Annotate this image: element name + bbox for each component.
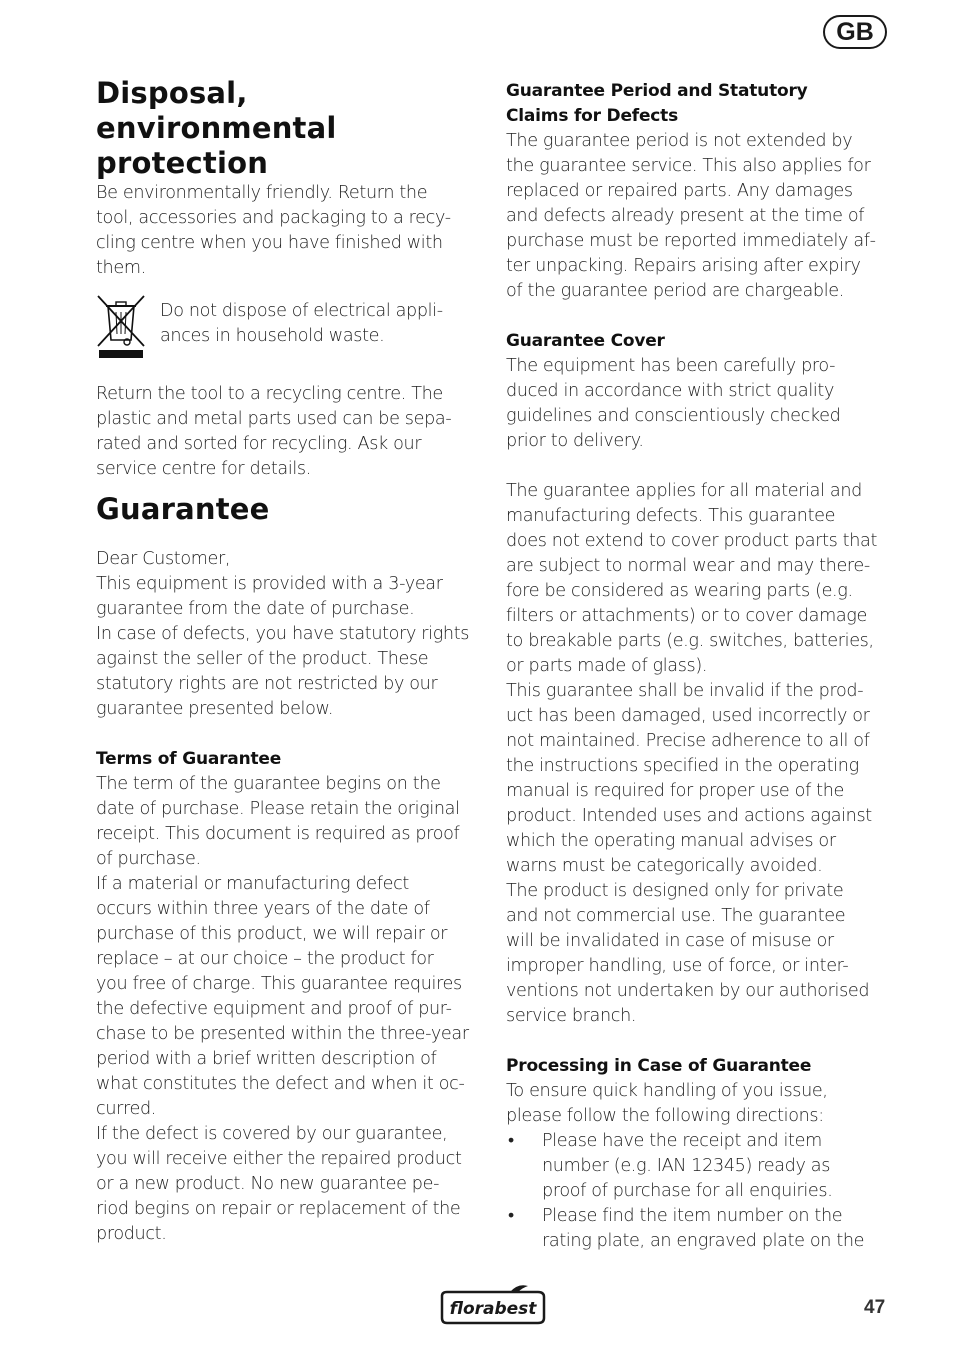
page-number: 47 bbox=[864, 1297, 886, 1318]
guarantee-heading: Guarantee bbox=[96, 492, 270, 526]
cover-heading: Guarantee Cover bbox=[506, 331, 665, 351]
terms-paragraph: The term of the guarantee begins on the date of purchase. Please retain the original receipt. This document is required as proof of purchase. If a material or manufacturing defect occurs within three years of the date of purchase of this product, we will repair or replace – at our choice – the product for you free of charge. This guarantee requires the defective equipment and proof of pur- chase to be presented within the three-year period with a brief written description of what constitutes the defect and when it oc- curred. If the defect is covered by our guarantee, you will receive either the repaired product or a new product. No new guarantee pe- riod begins on repair or replacement of the product. bbox=[96, 774, 469, 1244]
weee-text: Do not dispose of electrical appli- ances in household waste. bbox=[160, 301, 443, 346]
cover-paragraph-1: The equipment has been carefully pro- duced in accordance with strict quality guidelines and conscientiously checked prior to delivery. bbox=[506, 356, 841, 451]
language-badge: GB bbox=[823, 15, 887, 49]
svg-text:florabest: florabest bbox=[449, 1299, 537, 1319]
disposal-heading: Disposal, environmental protection bbox=[96, 76, 337, 180]
crossed-bin-icon bbox=[96, 294, 146, 360]
processing-heading: Processing in Case of Guarantee bbox=[506, 1056, 812, 1076]
weee-notice bbox=[96, 294, 488, 369]
bullet-dot: • bbox=[508, 1206, 514, 1226]
period-paragraph: The guarantee period is not extended by the guarantee service. This also applies for replaced or repaired parts. Any damages and defects already present at the time of purchase must be reported immediately af- ter unpacking. Repairs arising after expiry of the guarantee period are chargeable. bbox=[506, 131, 876, 301]
list-item: • Please have the receipt and item number (e.g. IAN 12345) ready as proof of purchase for all enquiries. bbox=[508, 1131, 833, 1201]
list-item: • Please find the item number on the rating plate, an engraved plate on the bbox=[508, 1206, 865, 1251]
right-column bbox=[506, 79, 894, 1254]
disposal-paragraph: Be environmentally friendly. Return the tool, accessories and packaging to a recy- cling centre when you have finished with them. bbox=[96, 183, 451, 278]
terms-heading: Terms of Guarantee bbox=[96, 749, 282, 769]
bullet-dot: • bbox=[508, 1131, 514, 1151]
period-heading: Guarantee Period and Statutory Claims for Defects bbox=[506, 81, 808, 126]
processing-intro: To ensure quick handling of you issue, please follow the following directions: bbox=[506, 1081, 828, 1126]
left-column bbox=[96, 76, 488, 1247]
florabest-logo bbox=[438, 1284, 548, 1326]
cover-paragraph-2: The guarantee applies for all material and manufacturing defects. This guarantee does not extend to cover product parts that are subject to normal wear and may there- fore be considered as wearing parts (e.g. filters or attachments) or to cover damage to breakable parts (e.g. switches, batteries, or parts made of glass). This guarantee shall be invalid if the prod- uct has been damaged, used incorrectly or not maintained. Precise adherence to all of the instructions specified in the operating manual is required for proper use of the product. Intended uses and actions against which the operating manual advises or warns must be categorically avoided. The product is designed only for private and not commercial use. The guarantee will be invalidated in case of misuse or improper handling, use of force, or inter- ventions not undertaken by our authorised service branch. bbox=[506, 481, 878, 1026]
recycle-paragraph: Return the tool to a recycling centre. The plastic and metal parts used can be sepa- rated and sorted for recycling. Ask our service centre for details. bbox=[96, 384, 452, 479]
guarantee-intro: Dear Customer, This equipment is provided with a 3-year guarantee from the date of purchase. In case of defects, you have statutory rights against the seller of the product. These statutory rights are not restricted by our guarantee presented below. bbox=[96, 549, 470, 719]
